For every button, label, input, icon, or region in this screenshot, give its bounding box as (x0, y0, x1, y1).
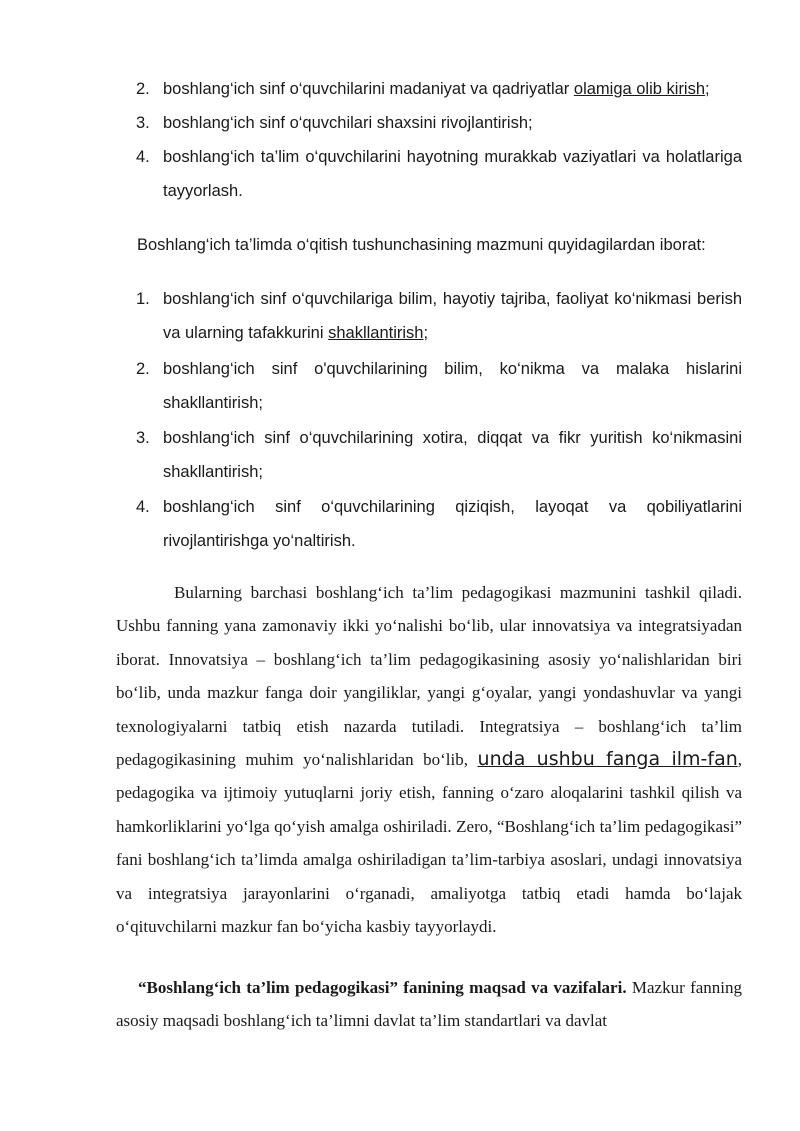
paragraph-text: , pedagogika va ijtimoiy yutuqlarni joriy etish, fanning o‘zaro aloqalarini tashkil qilish va hamkorliklarini yo‘lga qo‘yish amalga oshiriladi. Zero, “Boshlang‘ich ta’lim pedagogikasi” fani boshlang‘ich ta’limda amalga oshiriladigan ta’lim-tarbiya asoslari, undagi innovatsiya va integratsiya jarayonlarini o‘rganadi, amaliyotga tatbiq etadi hamda bo‘lajak o‘qituvchilarni mazkur fan bo‘yicha kasbiy tayyorlaydi. (116, 750, 742, 937)
body-paragraph (116, 576, 742, 943)
list-number: 3. (136, 429, 150, 447)
list-text (163, 282, 742, 350)
underlined-phrase: unda ushbu fanga ilm-fan (477, 748, 738, 771)
list-text-part: ; (705, 80, 710, 98)
list-number: 3. (136, 114, 150, 132)
list-number: 4. (136, 498, 150, 516)
list-text-part: boshlang‘ich sinf o‘quvchilarini madaniyat va qadriyatlar (163, 80, 574, 98)
list-number: 2. (136, 360, 150, 378)
body-paragraph (116, 971, 742, 1038)
paragraph-text: Mazkur fanning asosiy maqsadi boshlang‘ich ta’limni davlat ta’lim standartlari va davlat (116, 978, 742, 1031)
section-heading-inline: “Boshlang‘ich ta’lim pedagogikasi” fanining maqsad va vazifalari. (138, 978, 627, 997)
list-text-part: boshlang‘ich sinf o‘quvchilariga bilim, hayotiy tajriba, faoliyat ko‘nikmasi berish va ularning tafakkurini (163, 290, 742, 342)
lead-sentence: Boshlang‘ich ta’limda o‘qitish tushunchasining mazmuni quyidagilardan iborat: (137, 236, 706, 254)
list-text: boshlang‘ich sinf o‘quvchilari shaxsini rivojlantirish; (163, 114, 533, 132)
list-number: 2. (136, 80, 150, 98)
list-text (163, 72, 742, 106)
list-number: 4. (136, 148, 150, 166)
paragraph-text: Bularning barchasi boshlang‘ich ta’lim pedagogikasi mazmunini tashkil qiladi. Ushbu fanning yana zamonaviy ikki yo‘nalishi bo‘lib, ular innovatsiya va integratsiyadan iborat. Innovatsiya – boshlang‘ich ta’lim pedagogikasining asosiy yo‘nalishlaridan biri bo‘lib, unda mazkur fanga doir yangiliklar, yangi g‘oyalar, yangi yondashuvlar va yangi texnologiyalarni tatbiq etish nazarda tutiladi. Integratsiya – boshlang‘ich ta’lim pedagogikasining muhim yo‘nalishlaridan bo‘lib, (116, 583, 742, 770)
list-text: boshlang‘ich sinf o‘quvchilarining qiziqish, layoqat va qobiliyatlarini rivojlantirishga yo‘naltirish. (163, 498, 742, 550)
underlined-phrase: olamiga olib kirish (573, 80, 706, 98)
list-number: 1. (136, 290, 150, 308)
list-text-part: ; (423, 324, 429, 342)
list-text: boshlang‘ich sinf o‘quvchilarining xotira, diqqat va fikr yuritish ko‘nikmasini shakllantirish; (163, 429, 742, 481)
list-text: boshlang‘ich sinf o'quvchilarining bilim, ko‘nikma va malaka hislarini shakllantirish; (163, 360, 742, 412)
list-text: boshlang‘ich ta’lim o‘quvchilarini hayotning murakkab vaziyatlari va holatlariga tayyorlash. (163, 148, 742, 200)
underlined-phrase: shakllantirish (328, 324, 424, 342)
